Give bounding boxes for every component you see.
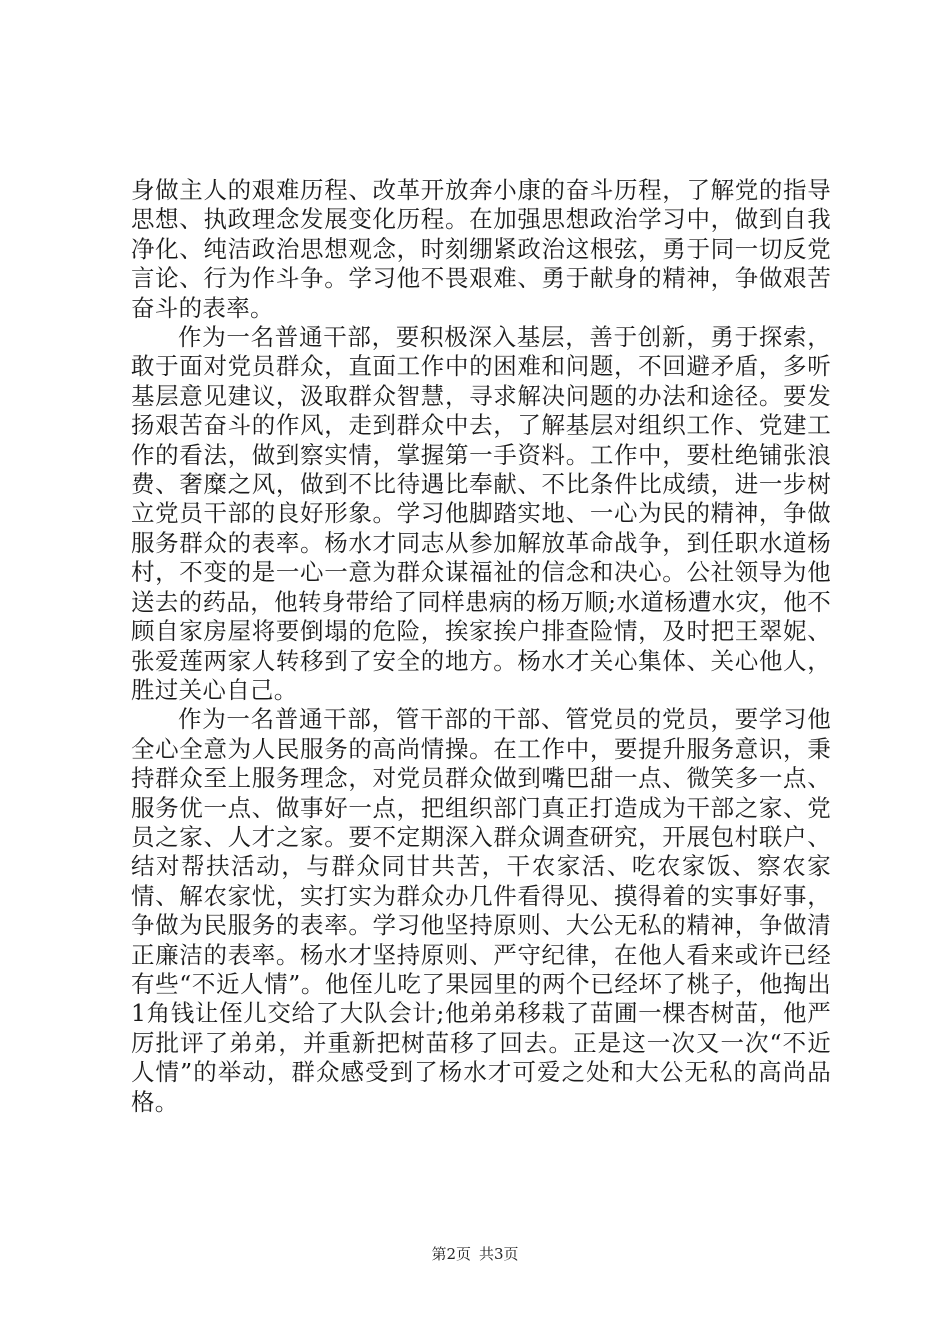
body-text: [131, 176, 831, 1117]
paragraph-continuation: 身做主人的艰难历程、改革开放奔小康的奋斗历程，了解党的指导思想、执政理念发展变化历程。在加强思想政治学习中，做到自我净化、纯洁政治思想观念，时刻绷紧政治这根弦，勇于同一切反党言论、行为作斗争。学习他不畏艰难、勇于献身的精神，争做艰苦奋斗的表率。: [131, 176, 831, 322]
page-total: 共3页: [479, 1245, 519, 1263]
page-footer: [0, 1243, 950, 1264]
page-number: 第2页: [431, 1245, 471, 1263]
paragraph-2: 作为一名普通干部，要积极深入基层，善于创新，勇于探索，敢于面对党员群众，直面工作中的困难和问题，不回避矛盾，多听基层意见建议，汲取群众智慧，寻求解决问题的办法和途径。要发扬艰苦奋斗的作风，走到群众中去，了解基层对组织工作、党建工作的看法，做到察实情，掌握第一手资料。工作中，要杜绝铺张浪费、奢糜之风，做到不比待遇比奉献、不比条件比成绩，进一步树立党员干部的良好形象。学习他脚踏实地、一心为民的精神，争做服务群众的表率。杨水才同志从参加解放革命战争，到任职水道杨村，不变的是一心一意为群众谋福祉的信念和决心。公社领导为他送去的药品，他转身带给了同样患病的杨万顺;水道杨遭水灾，他不顾自家房屋将要倒塌的危险，挨家挨户排查险情，及时把王翠妮、张爱莲两家人转移到了安全的地方。杨水才关心集体、关心他人，胜过关心自己。: [131, 323, 831, 704]
paragraph-3: 作为一名普通干部，管干部的干部、管党员的党员，要学习他全心全意为人民服务的高尚情操。在工作中，要提升服务意识，秉持群众至上服务理念，对党员群众做到嘴巴甜一点、微笑多一点、服务优一点、做事好一点，把组织部门真正打造成为干部之家、党员之家、人才之家。要不定期深入群众调查研究，开展包村联户、结对帮扶活动，与群众同甘共苦，干农家活、吃农家饭、察农家情、解农家忧，实打实为群众办几件看得见、摸得着的实事好事，争做为民服务的表率。学习他坚持原则、大公无私的精神，争做清正廉洁的表率。杨水才坚持原则、严守纪律，在他人看来或许已经有些“不近人情”。他侄儿吃了果园里的两个已经坏了桃子，他掏出1角钱让侄儿交给了大队会计;他弟弟移栽了苗圃一棵杏树苗，他严厉批评了弟弟，并重新把树苗移了回去。正是这一次又一次“不近人情”的举动，群众感受到了杨水才可爱之处和大公无私的高尚品格。: [131, 705, 831, 1116]
